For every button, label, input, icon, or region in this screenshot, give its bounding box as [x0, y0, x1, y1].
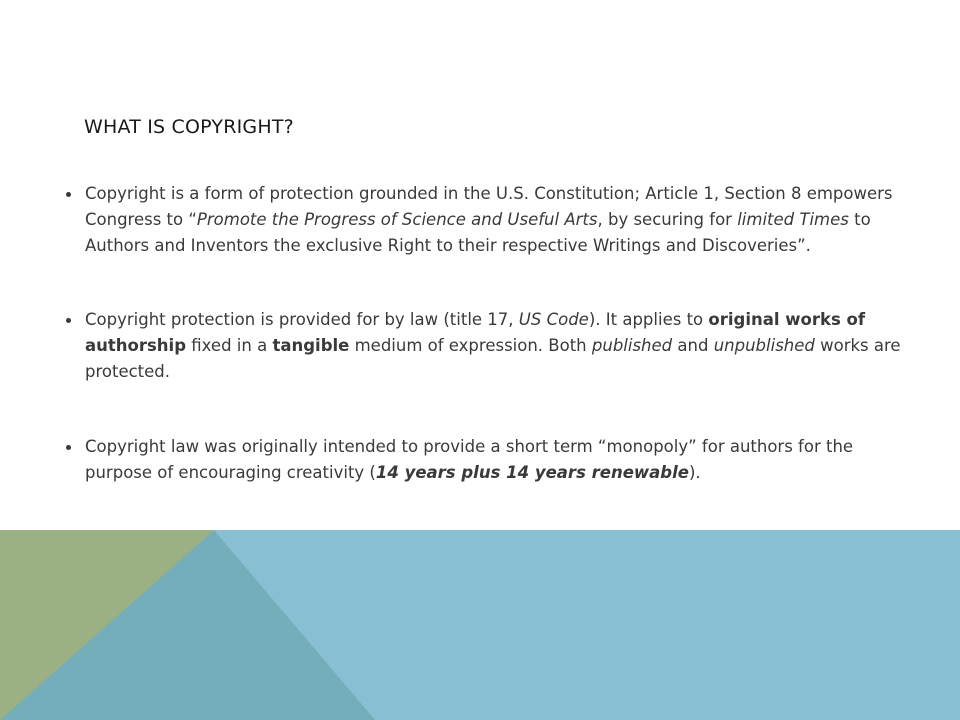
text-run-normal: fixed in a — [186, 336, 273, 355]
text-run-normal: Copyright is a form of protection grounded in the U.S. Constitution; Article 1, Section 8 empowers Congress to “ — [85, 184, 893, 229]
slide-title: WHAT IS COPYRIGHT? — [84, 116, 294, 138]
text-run-normal: ). It applies to — [588, 310, 709, 329]
text-run-normal: , by securing for — [597, 210, 738, 229]
bullet-item-intent — [62, 434, 908, 486]
text-run-bold: original works of authorship — [85, 310, 866, 355]
text-run-normal: to Authors and Inventors the exclusive Right to their respective Writings and Discoveries”. — [85, 210, 871, 255]
text-run-bold: tangible — [272, 336, 350, 355]
text-run-normal: medium of expression. Both — [349, 336, 592, 355]
text-run-italic: unpublished — [713, 336, 815, 355]
bullet-item-law — [62, 307, 908, 385]
bullet-text — [85, 310, 901, 381]
text-run-normal: works are protected. — [85, 336, 901, 381]
decorative-footer-band — [0, 530, 960, 720]
footer-band-graphic — [0, 530, 960, 720]
text-run-normal: Copyright law was originally intended to provide a short term “monopoly” for authors for the purpose of encouraging creativity ( — [85, 437, 854, 482]
bullet-item-constitution — [62, 181, 908, 259]
text-run-italic: US Code — [518, 310, 589, 329]
bullet-text — [85, 437, 853, 482]
bullet-dot-icon — [66, 318, 71, 323]
text-run-italic: Promote the Progress of Science and Useful Arts — [196, 210, 598, 229]
bullet-dot-icon — [66, 445, 71, 450]
text-run-normal: ). — [688, 463, 701, 482]
text-run-italic: limited Times — [737, 210, 849, 229]
bullet-dot-icon — [66, 192, 71, 197]
text-run-italic: published — [591, 336, 673, 355]
text-run-normal: and — [672, 336, 714, 355]
text-run-normal: Copyright protection is provided for by law (title 17, — [85, 310, 519, 329]
bullet-text — [85, 184, 893, 255]
text-run-bold-italic: 14 years plus 14 years renewable — [375, 463, 689, 482]
